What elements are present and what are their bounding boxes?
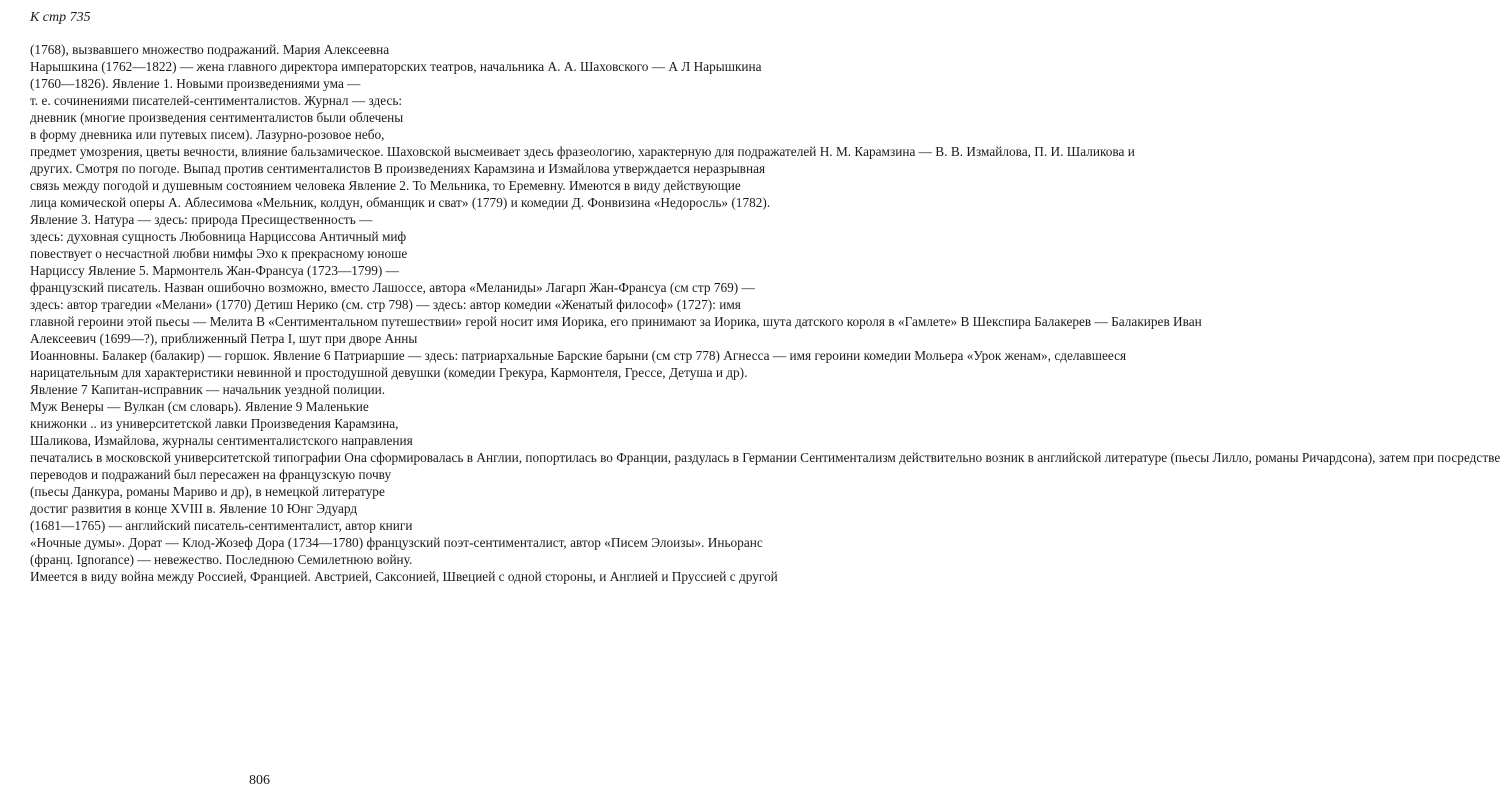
text-line: Шаликова, Измайлова, журналы сентименталистского направления: [30, 433, 413, 448]
running-header: К стр 735: [30, 10, 91, 25]
commentary-text: [30, 41, 1500, 585]
text-line: в форму дневника или путевых писем). Лазурно-розовое небо,: [30, 127, 385, 142]
text-line: здесь: духовная сущность Любовница Нарциссова Античный миф: [30, 229, 407, 244]
text-line: Алексеевич (1699—?), приближенный Петра I, шут при дворе Анны: [30, 331, 418, 346]
text-line: Явление 3. Натура — здесь: природа Пресищественность —: [30, 212, 373, 227]
text-line: переводов и подражаний был пересажен на французскую почву: [30, 467, 392, 482]
text-line: французский писатель. Назван ошибочно возможно, вместо Лашоссе, автора «Меланиды» Лагарп Жан-Франсуа (см стр 769) —: [30, 280, 755, 295]
text-line: (1760—1826). Явление 1. Новыми произведениями ума —: [30, 76, 361, 91]
text-line: (франц. Ignorance) — невежество. Последнюю Семилетнюю войну.: [30, 552, 413, 567]
text-line: (1681—1765) — английский писатель-сентименталист, автор книги: [30, 518, 413, 533]
text-line: печатались в московской университетской типографии Она сформировалась в Англии, попортилась во Франции, раздулась в Германии Сентиментализм действительно возник в английской литературе (пьесы Лилло, романы Ричардсона), затем при посредстве: [30, 450, 1500, 465]
text-line: предмет умозрения, цветы вечности, влияние бальзамическое. Шаховской высмеивает здесь фразеологию, характерную для подражателей Н. М. Карамзина — В. В. Измайлова, П. И. Шаликова и: [30, 144, 1135, 159]
text-line: книжонки .. из университетской лавки Произведения Карамзина,: [30, 416, 399, 431]
text-line: главной героини этой пьесы — Мелита В «Сентиментальном путешествии» герой носит имя Иорика, его принимают за Иорика, шута датского короля в «Гамлете» В Шекспира Балакерев — Балакирев Иван: [30, 314, 1202, 329]
text-line: (1768), вызвавшего множество подражаний. Мария Алексеевна: [30, 42, 390, 57]
page-number: 806: [249, 773, 270, 788]
text-line: (пьесы Данкура, романы Мариво и др), в немецкой литературе: [30, 484, 385, 499]
text-line: Нарышкина (1762—1822) — жена главного директора императорских театров, начальника А. А. Шаховского — А Л Нарышкина: [30, 59, 762, 74]
text-line: достиг развития в конце XVIII в. Явление 10 Юнг Эдуард: [30, 501, 358, 516]
text-line: «Ночные думы». Дорат — Клод-Жозеф Дора (1734—1780) французский поэт-сентименталист, автор «Писем Элоизы». Иньоранс: [30, 535, 763, 550]
text-line: Нарциссу Явление 5. Мармонтель Жан-Франсуа (1723—1799) —: [30, 263, 399, 278]
text-line: лица комической оперы А. Аблесимова «Мельник, колдун, обманщик и сват» (1779) и комедии Д. Фонвизина «Недоросль» (1782).: [30, 195, 771, 210]
text-line: других. Смотря по погоде. Выпад против сентименталистов В произведениях Карамзина и Измайлова утверждается неразрывная: [30, 161, 766, 176]
text-line: Явление 7 Капитан-исправник — начальник уездной полиции.: [30, 382, 386, 397]
text-line: т. е. сочинениями писателей-сентименталистов. Журнал — здесь:: [30, 93, 403, 108]
text-line: Имеется в виду война между Россией, Францией. Австрией, Саксонией, Швецией с одной стороны, и Англией и Пруссией с другой: [30, 569, 778, 584]
text-line: связь между погодой и душевным состоянием человека Явление 2. То Мельника, то Еремевну. Имеются в виду действующие: [30, 178, 741, 193]
text-line: дневник (многие произведения сентименталистов были облечены: [30, 110, 404, 125]
text-line: здесь: автор трагедии «Мелани» (1770) Детиш Нерико (см. стр 798) — здесь: автор комедии «Женатый философ» (1727): имя: [30, 297, 741, 312]
text-line: повествует о несчастной любви нимфы Эхо к прекрасному юноше: [30, 246, 408, 261]
text-line: Муж Венеры — Вулкан (см словарь). Явление 9 Маленькие: [30, 399, 369, 414]
text-line: нарицательным для характеристики невинной и простодушной девушки (комедии Грекура, Кармонтеля, Грессе, Детуша и др).: [30, 365, 748, 380]
text-line: Иоанновны. Балакер (балакир) — горшок. Явление 6 Патриаршие — здесь: патриархальные Барские барыни (см стр 778) Агнесса — имя героини комедии Мольера «Урок женам», сделавшееся: [30, 348, 1127, 363]
